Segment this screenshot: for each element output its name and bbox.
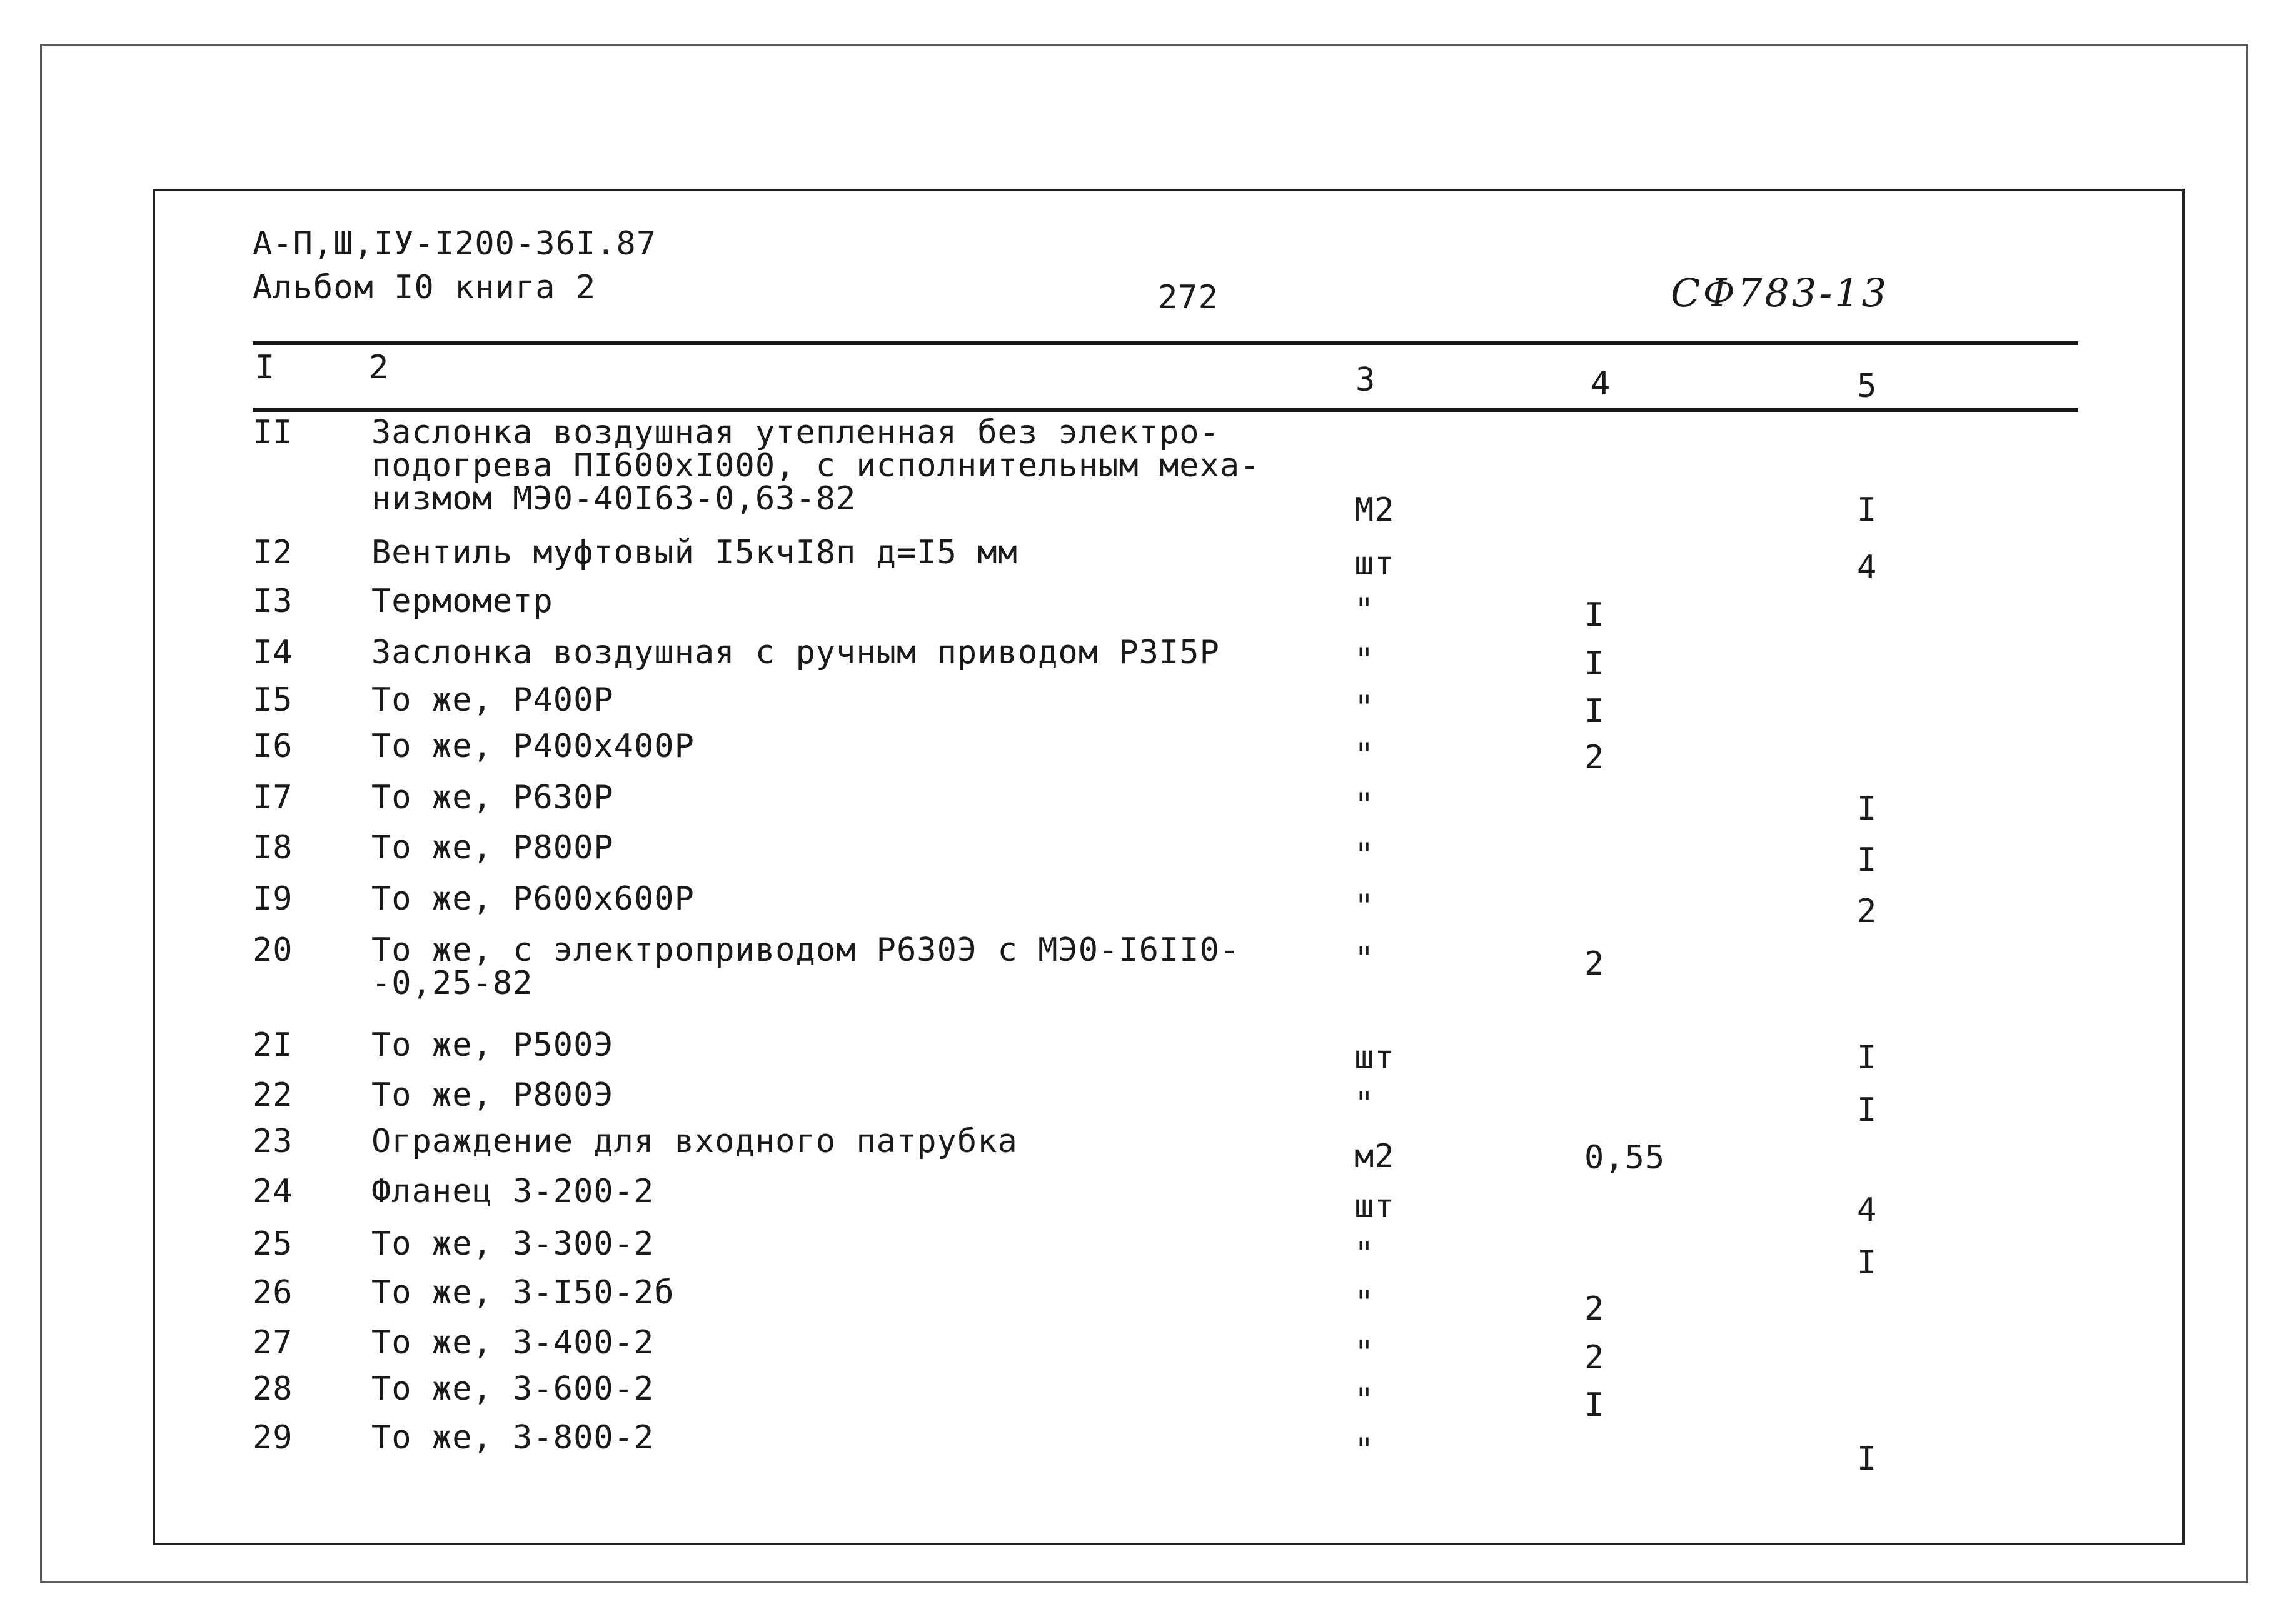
row-number: 26 — [253, 1274, 293, 1311]
row-number: 29 — [253, 1419, 293, 1456]
row-number: І9 — [253, 880, 293, 918]
row-number: 27 — [253, 1324, 293, 1361]
unit-of-measure: " — [1354, 591, 1375, 629]
unit-of-measure: " — [1354, 1085, 1375, 1123]
item-name: То же, Р600х600Р — [371, 880, 695, 918]
quantity-column-4: 2 — [1584, 1339, 1605, 1376]
quantity-column-5: I — [1857, 491, 1878, 529]
unit-of-measure: " — [1354, 1284, 1375, 1321]
row-number: І6 — [253, 728, 293, 765]
album-label: Альбом І0 книга 2 — [253, 269, 596, 306]
row-number: І7 — [253, 779, 293, 816]
unit-of-measure: шт — [1354, 545, 1395, 583]
row-number: І8 — [253, 829, 293, 866]
item-name: Ограждение для входного патрубка — [371, 1123, 1018, 1160]
unit-of-measure: " — [1354, 689, 1375, 726]
unit-of-measure: " — [1354, 940, 1375, 978]
unit-of-measure: " — [1354, 1334, 1375, 1371]
unit-of-measure: " — [1354, 1431, 1375, 1469]
item-name: То же, Р800Э — [371, 1076, 614, 1114]
row-number: І5 — [253, 681, 293, 719]
page-number: 272 — [1158, 279, 1219, 316]
quantity-column-5: I — [1857, 841, 1878, 879]
item-name: Заслонка воздушная с ручным приводом РЗІ5Р — [371, 634, 1220, 671]
document-code: А-П,Ш,ІУ-І200-36І.87 — [253, 225, 657, 263]
column-header-5: 5 — [1857, 368, 1878, 405]
quantity-column-4: 2 — [1584, 1290, 1605, 1328]
row-number: 22 — [253, 1076, 293, 1114]
column-header-4: 4 — [1591, 365, 1611, 403]
unit-of-measure: шт — [1354, 1188, 1395, 1225]
quantity-column-4: I — [1584, 1386, 1605, 1424]
row-number: І2 — [253, 534, 293, 571]
item-name: То же, Р800Р — [371, 829, 614, 866]
quantity-column-5: I — [1857, 790, 1878, 828]
item-name: То же, 3-І50-2б — [371, 1274, 675, 1311]
quantity-column-5: 2 — [1857, 893, 1878, 930]
quantity-column-4: I — [1584, 596, 1605, 634]
quantity-column-5: 4 — [1857, 1191, 1878, 1229]
item-name: Термометр — [371, 583, 553, 620]
row-number: 2I — [253, 1026, 293, 1064]
item-name: То же, Р400Р — [371, 681, 614, 719]
item-name: То же, с электроприводом Р630Э с МЭ0-І6ІІ0- -0,25-82 — [371, 931, 1240, 1003]
quantity-column-4: 2 — [1584, 945, 1605, 983]
unit-of-measure: " — [1354, 1235, 1375, 1273]
item-name: То же, Р630Р — [371, 779, 614, 816]
stamp-code: СФ783-13 — [1671, 270, 1889, 316]
quantity-column-4: 0,55 — [1584, 1139, 1666, 1176]
unit-of-measure: м2 — [1354, 1138, 1395, 1175]
item-name: То же, 3-400-2 — [371, 1324, 655, 1361]
unit-of-measure: " — [1354, 1381, 1375, 1419]
unit-of-measure: " — [1354, 786, 1375, 824]
row-number: II — [253, 414, 293, 451]
row-number: І4 — [253, 634, 293, 671]
quantity-column-5: I — [1857, 1244, 1878, 1281]
row-number: І3 — [253, 583, 293, 620]
column-header-2: 2 — [369, 349, 390, 386]
quantity-column-5: I — [1857, 1039, 1878, 1076]
unit-of-measure: " — [1354, 836, 1375, 874]
table-top-rule — [253, 341, 2078, 345]
row-number: 24 — [253, 1173, 293, 1210]
quantity-column-4: I — [1584, 693, 1605, 730]
table-header-rule — [253, 408, 2078, 412]
column-header-1: I — [255, 349, 276, 386]
row-number: 28 — [253, 1370, 293, 1408]
quantity-column-5: I — [1857, 1091, 1878, 1129]
item-name: Фланец 3-200-2 — [371, 1173, 655, 1210]
item-name: Заслонка воздушная утепленная без электро- подогрева ПІ600хІ000, с исполнительным меха- низмом МЭ0-40І63-0,63-82 — [371, 414, 1260, 518]
quantity-column-5: 4 — [1857, 549, 1878, 586]
item-name: То же, Р400х400Р — [371, 728, 695, 765]
item-name: То же, Р500Э — [371, 1026, 614, 1064]
unit-of-measure: " — [1354, 888, 1375, 925]
item-name: То же, 3-800-2 — [371, 1419, 655, 1456]
unit-of-measure: шт — [1354, 1039, 1395, 1076]
quantity-column-4: I — [1584, 645, 1605, 683]
unit-of-measure: " — [1354, 641, 1375, 679]
quantity-column-4: 2 — [1584, 739, 1605, 776]
row-number: 25 — [253, 1225, 293, 1263]
item-name: То же, 3-300-2 — [371, 1225, 655, 1263]
row-number: 20 — [253, 931, 293, 969]
quantity-column-5: I — [1857, 1440, 1878, 1478]
row-number: 23 — [253, 1123, 293, 1160]
item-name: Вентиль муфтовый І5кчІ8п д=І5 мм — [371, 534, 1018, 571]
column-header-3: 3 — [1356, 361, 1376, 399]
unit-of-measure: " — [1354, 736, 1375, 774]
item-name: То же, 3-600-2 — [371, 1370, 655, 1408]
unit-of-measure: М2 — [1354, 491, 1395, 529]
